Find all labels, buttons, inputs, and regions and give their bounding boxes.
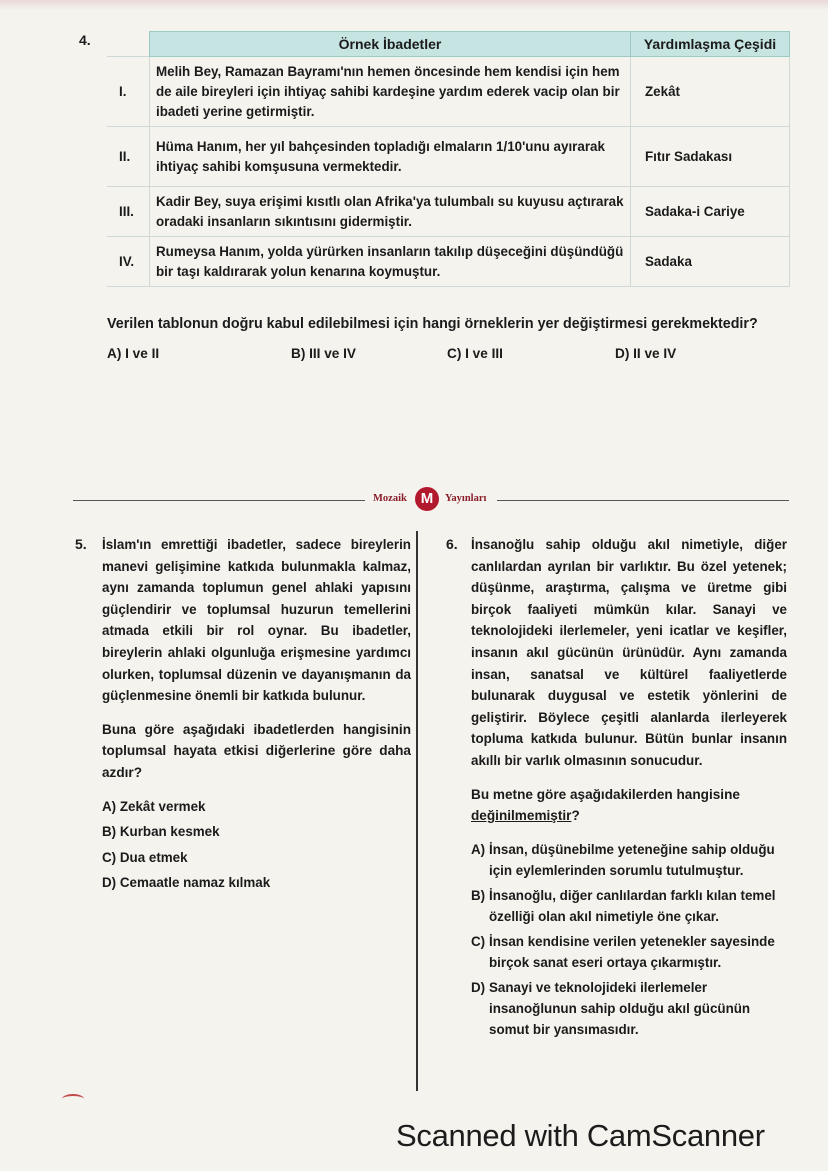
- publisher-suffix: Yayınları: [445, 493, 487, 504]
- q6-question-pre: Bu metne göre aşağıdakilerden hangisine: [471, 786, 740, 802]
- row-number: II.: [107, 127, 150, 187]
- q6-option-b[interactable]: [471, 885, 787, 927]
- q4-question: Verilen tablonun doğru kabul edilebilmesi için hangi örneklerin yer değiştirmesi gerekmektedir?: [107, 316, 758, 332]
- q5-option-b[interactable]: B) Kurban kesmek: [102, 824, 220, 840]
- option-letter: D): [471, 979, 486, 995]
- option-text: İnsan kendisine verilen yetenekler sayesinde birçok sanat eseri ortaya çıkarmıştır.: [489, 933, 775, 970]
- separator-line-left: [73, 500, 365, 501]
- q5-options: [102, 796, 411, 894]
- publisher-brand: Mozaik: [373, 493, 407, 504]
- row-type: Sadaka: [631, 237, 790, 287]
- header-type: Yardımlaşma Çeşidi: [631, 32, 790, 57]
- q5-option-c[interactable]: C) Dua etmek: [102, 849, 188, 865]
- table-row: [107, 187, 790, 237]
- column-divider: [416, 531, 418, 1091]
- option-letter: C): [471, 933, 486, 949]
- option-letter: A): [471, 841, 486, 857]
- row-example: Hüma Hanım, her yıl bahçesinden topladığı elmaların 1/10'unu ayırarak ihtiyaç sahibi komşusuna vermektedir.: [150, 127, 631, 187]
- top-edge: [0, 0, 828, 10]
- table-row: [107, 57, 790, 127]
- page-corner-mark: [62, 1094, 84, 1104]
- row-number: IV.: [107, 237, 150, 287]
- q4-option-d[interactable]: D) II ve IV: [615, 346, 677, 361]
- publisher-separator: [73, 487, 789, 515]
- q5-option-d[interactable]: D) Cemaatle namaz kılmak: [102, 875, 271, 891]
- q6-question-post: ?: [571, 808, 580, 824]
- option-text: İnsanoğlu, diğer canlılardan farklı kılan temel özelliği olan akıl nimetiyle öne çıkar.: [489, 887, 776, 924]
- q6-question: [471, 784, 787, 827]
- row-example: Kadir Bey, suya erişimi kısıtlı olan Afrika'ya tulumbalı su kuyusu açtırarak oradaki insanların sıkıntısını gidermiştir.: [150, 187, 631, 237]
- row-example: Rumeysa Hanım, yolda yürürken insanların takılıp düşeceğini düşündüğü bir taşı kaldırarak yolun kenarına koymuştur.: [150, 237, 631, 287]
- q5-block: [102, 534, 411, 898]
- q5-option-a[interactable]: A) Zekât vermek: [102, 798, 206, 814]
- q6-option-c[interactable]: [471, 931, 787, 973]
- scanner-watermark: Scanned with CamScanner: [396, 1118, 765, 1153]
- q4-option-a[interactable]: A) I ve II: [107, 346, 160, 361]
- q4-number: 4.: [79, 32, 91, 48]
- row-type: Fıtır Sadakası: [631, 127, 790, 187]
- row-type: Sadaka-i Cariye: [631, 187, 790, 237]
- q6-number: 6.: [446, 536, 458, 552]
- publisher-logo-icon: M: [415, 487, 439, 511]
- row-example: Melih Bey, Ramazan Bayramı'nın hemen öncesinde hem kendisi için hem de aile bireyleri için ihtiyaç sahibi kardeşine yardım ederek vacip olan bir ibadeti yerine getirmiştir.: [150, 57, 631, 127]
- q6-block: [471, 534, 787, 1044]
- q4-option-b[interactable]: B) III ve IV: [291, 346, 356, 361]
- q4-table: [107, 31, 790, 287]
- row-number: I.: [107, 57, 150, 127]
- q6-question-emph: değinilmemiştir: [471, 808, 572, 824]
- q6-option-d[interactable]: [471, 977, 787, 1040]
- q5-text: İslam'ın emrettiği ibadetler, sadece bireylerin manevi gelişimine katkıda bulunmakla kalmaz, aynı zamanda toplumun genel ahlaki yapısını güçlendirir ve toplumsal huzurun temellerini atmada etkili bir rol oynar. Bu ibadetler, bireylerin ahlaki olgunluğa erişmesine yardımcı olurken, toplumsal düzenin ve dayanışmanın da güçlenmesine önemli bir katkıda bulunur.: [102, 537, 411, 704]
- q5-question: Buna göre aşağıdaki ibadetlerden hangisinin toplumsal hayata etkisi diğerlerine göre daha azdır?: [102, 721, 411, 780]
- q5-number: 5.: [75, 536, 87, 552]
- q6-option-a[interactable]: [471, 839, 787, 881]
- header-examples: Örnek İbadetler: [150, 32, 631, 57]
- q6-text: İnsanoğlu sahip olduğu akıl nimetiyle, diğer canlılardan ayrılan bir varlıktır. Bu özel yetenek; düşünme, araştırma, çalışma ve üretme gibi birçok faaliyeti mümkün kılar. Sanayi ve teknolojideki ilerlemeler, yeni icatlar ve keşifler, insanın akıl gücünün ürünüdür. Aynı zamanda insan, sanatsal ve kültürel faaliyetlerde bulunarak duygusal ve estetik yönlerini de geliştirir. Böylece çeşitli alanlarda ilerleyerek topluma katkıda bulunur. Bütün bunlar insanın akıllı bir varlık olmasının sonucudur.: [471, 537, 787, 768]
- row-number: III.: [107, 187, 150, 237]
- option-text: İnsan, düşünebilme yeteneğine sahip olduğu için eylemlerinden sorumlu tutulmuştur.: [489, 841, 775, 878]
- separator-line-right: [497, 500, 789, 501]
- q6-options: [471, 839, 787, 1040]
- table-row: [107, 237, 790, 287]
- option-text: Sanayi ve teknolojideki ilerlemeler insanoğlunun sahip olduğu akıl gücünün somut bir yansımasıdır.: [489, 979, 751, 1037]
- q4-header-row: [107, 32, 790, 57]
- option-letter: B): [471, 887, 486, 903]
- q4-option-c[interactable]: C) I ve III: [447, 346, 503, 361]
- row-type: Zekât: [631, 57, 790, 127]
- table-row: [107, 127, 790, 187]
